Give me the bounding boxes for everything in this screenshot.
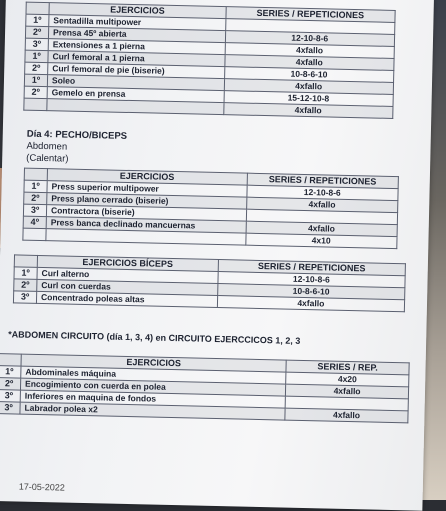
- series-cell: 4xfallo: [286, 384, 409, 399]
- table-chest: [22, 168, 399, 249]
- series-cell: 4xfallo: [224, 79, 394, 95]
- exercise-cell: Curl femoral a 1 pierna: [48, 51, 225, 67]
- order-cell: [23, 228, 46, 241]
- series-cell: 12-10-8-6: [218, 272, 406, 288]
- series-cell: 4xfallo: [246, 221, 398, 236]
- series-cell: 4xfallo: [285, 408, 408, 423]
- table-legs: [23, 2, 395, 119]
- exercise-cell: Curl con cuerdas: [37, 279, 218, 295]
- order-cell: 2º: [25, 62, 48, 75]
- order-cell: 3º: [23, 204, 46, 217]
- exercise-cell: Prensa 45º abierta: [48, 27, 225, 43]
- order-cell: 2º: [24, 192, 47, 205]
- order-cell: 1º: [26, 14, 49, 27]
- order-cell: 1º: [24, 180, 47, 193]
- series-cell: 4x20: [286, 372, 409, 387]
- header-cell: SERIES / REPETICIONES: [225, 7, 395, 23]
- abdomen-note: *ABDOMEN CIRCUITO (día 1, 3, 4) en CIRCUITO EJERCCICOS 1, 2, 3: [8, 329, 301, 346]
- series-cell: 4xfallo: [217, 296, 405, 312]
- order-cell: 1º: [24, 74, 47, 87]
- exercise-cell: Press superior multipower: [47, 181, 247, 198]
- exercise-cell: Sentadilla multipower: [49, 15, 226, 31]
- day4-sub2: (Calentar): [26, 152, 69, 165]
- header-cell: SERIES / REPETICIONES: [218, 260, 406, 276]
- header-cell: EJERCICIOS BÍCEPS: [37, 255, 218, 271]
- date-label: 17-05-2022: [18, 481, 65, 493]
- exercise-cell: Encogimiento con cuerda en polea: [20, 378, 285, 396]
- exercise-cell: Press plano cerrado (biserie): [47, 193, 247, 210]
- series-cell: 4xfallo: [224, 55, 394, 71]
- exercise-cell: Soleo: [47, 75, 224, 91]
- order-cell: 3º: [0, 390, 20, 403]
- series-cell: 12-10-8-6: [246, 185, 398, 200]
- series-cell: 4xfallo: [225, 43, 395, 59]
- header-cell: [26, 2, 49, 15]
- exercise-cell: Abdominales máquina: [21, 366, 286, 384]
- series-cell: 12-10-8-6: [225, 31, 395, 47]
- exercise-cell: Labrador polea x2: [20, 402, 285, 420]
- header-cell: [24, 168, 47, 181]
- header-cell: [0, 354, 21, 367]
- order-cell: [24, 98, 47, 111]
- exercise-cell: Gemelo en prensa: [47, 87, 224, 103]
- exercise-cell: Curl alterno: [37, 267, 218, 283]
- header-cell: [14, 255, 37, 268]
- series-cell: 10-8-6-10: [217, 284, 405, 300]
- day4-sub1: Abdomen: [26, 140, 68, 153]
- exercise-cell: Curl femoral de pie (biserie): [48, 63, 225, 79]
- order-cell: 2º: [25, 26, 48, 39]
- order-cell: 4º: [23, 216, 46, 229]
- header-cell: EJERCICIOS: [49, 3, 226, 19]
- series-cell: 4x10: [245, 233, 397, 248]
- order-cell: 2º: [0, 378, 21, 391]
- header-cell: SERIES / REP.: [286, 360, 409, 375]
- table-biceps: [13, 254, 406, 312]
- order-cell: 1º: [14, 267, 37, 280]
- order-cell: 2º: [24, 86, 47, 99]
- exercise-cell: Contractora (biserie): [46, 205, 246, 222]
- series-cell: 4xfallo: [246, 197, 398, 212]
- order-cell: 1º: [25, 50, 48, 63]
- header-cell: EJERCICIOS: [21, 354, 286, 372]
- order-cell: 3º: [25, 38, 48, 51]
- series-cell: 4xfallo: [223, 103, 393, 119]
- exercise-cell: Extensiones a 1 pierna: [48, 39, 225, 55]
- exercise-cell: Press banca declinado mancuernas: [46, 217, 246, 234]
- header-cell: EJERCICIOS: [47, 169, 247, 186]
- order-cell: 1º: [0, 366, 21, 379]
- exercise-cell: Concentrado poleas altas: [36, 291, 217, 307]
- exercise-cell: Inferiores en maquina de fondos: [20, 390, 285, 408]
- day4-title: Día 4: PECHO/BICEPS: [26, 128, 128, 142]
- header-cell: SERIES / REPETICIONES: [247, 173, 399, 188]
- order-cell: 3º: [0, 402, 20, 415]
- series-cell: 15-12-10-8: [224, 91, 394, 107]
- order-cell: 3º: [13, 291, 36, 304]
- series-cell: 10-8-6-10: [224, 67, 394, 83]
- order-cell: 2º: [14, 279, 37, 292]
- table-abdomen: [0, 353, 410, 423]
